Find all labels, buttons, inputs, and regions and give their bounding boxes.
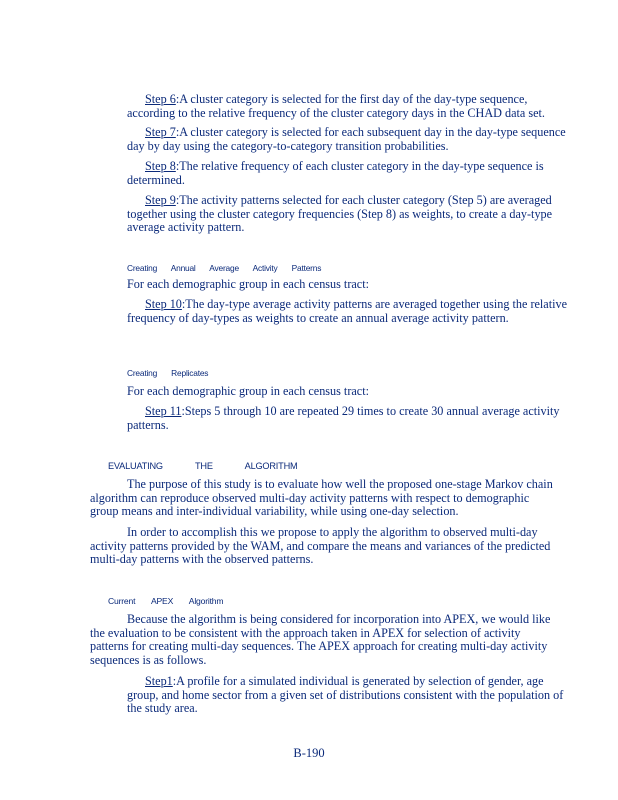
step-9-paragraph: Step 9:The activity patterns selected for each cluster category (Step 5) are averaged together using the cluster category frequencies (Step 8) as weights, to create a day-type average activity pattern.	[127, 193, 553, 235]
step-1-paragraph: Step1:A profile for a simulated individual is generated by selection of gender, age group, and home sector from a given set of distributions consistent with the population of the study area.	[127, 674, 564, 716]
heading-evaluating: EVALUATING THE ALGORITHM	[108, 461, 298, 471]
step-label: Step 8	[145, 159, 176, 173]
heading-current-apex: Current APEX Algorithm	[108, 596, 224, 606]
heading-replicates: Creating Replicates	[127, 368, 209, 378]
step-11-paragraph: Step 11:Steps 5 through 10 are repeated 29 times to create 30 annual average activity patterns.	[127, 404, 560, 432]
purpose-paragraph: The purpose of this study is to evaluate how well the proposed one-stage Markov chain algorithm can reproduce observed multi-day activity patterns with respect to demographic group means and inter-individual variability, while using one-day selection.	[90, 477, 553, 519]
step-text: The relative frequency of each cluster category in the day-type sequence is determined.	[127, 159, 544, 187]
step-text: A cluster category is selected for the first day of the day-type sequence, according to the relative frequency of the cluster category days in the CHAD data set.	[127, 92, 545, 120]
step-text: Steps 5 through 10 are repeated 29 times to create 30 annual average activity patterns.	[127, 404, 560, 432]
step-text: The day-type average activity patterns are averaged together using the relative frequency of day-types as weights to create an annual average activity pattern.	[127, 297, 567, 325]
step-6-paragraph: Step 6:A cluster category is selected for the first day of the day-type sequence, according to the relative frequency of the cluster category days in the CHAD data set.	[127, 92, 545, 120]
order-paragraph: In order to accomplish this we propose to apply the algorithm to observed multi-day activity patterns provided by the WAM, and compare the means and variances of the predicted multi-day patterns with the observed patterns.	[90, 525, 551, 567]
step-text: The activity patterns selected for each cluster category (Step 5) are averaged together using the cluster category frequencies (Step 8) as weights, to create a day-type average activity pattern.	[127, 193, 553, 235]
step-label: Step1	[145, 674, 173, 688]
step-10-paragraph: Step 10:The day-type average activity patterns are averaged together using the relative frequency of day-types as weights to create an annual average activity pattern.	[127, 297, 567, 325]
heading-annual-average: Creating Annual Average Activity Patterns	[127, 263, 322, 273]
step-7-paragraph: Step 7:A cluster category is selected for each subsequent day in the day-type sequence day by day using the category-to-category transition probabilities.	[127, 125, 566, 153]
step-text: A profile for a simulated individual is generated by selection of gender, age group, and home sector from a given set of distributions consistent with the population of the study area.	[127, 674, 564, 716]
page-number: B-190	[293, 746, 325, 760]
step-text: A cluster category is selected for each subsequent day in the day-type sequence day by day using the category-to-category transition probabilities.	[127, 125, 566, 153]
demographic-intro: For each demographic group in each census tract:	[127, 277, 369, 291]
step-label: Step 9	[145, 193, 176, 207]
because-paragraph: Because the algorithm is being considered for incorporation into APEX, we would like the evaluation to be consistent with the approach taken in APEX for selection of activity patterns for creating multi-day sequences. The APEX approach for creating multi-day activity sequences is as follows.	[90, 612, 551, 667]
step-label: Step 11	[145, 404, 182, 418]
step-label: Step 6	[145, 92, 176, 106]
demographic-intro: For each demographic group in each census tract:	[127, 384, 369, 398]
step-label: Step 7	[145, 125, 176, 139]
step-8-paragraph: Step 8:The relative frequency of each cluster category in the day-type sequence is determined.	[127, 159, 544, 187]
step-label: Step 10	[145, 297, 182, 311]
